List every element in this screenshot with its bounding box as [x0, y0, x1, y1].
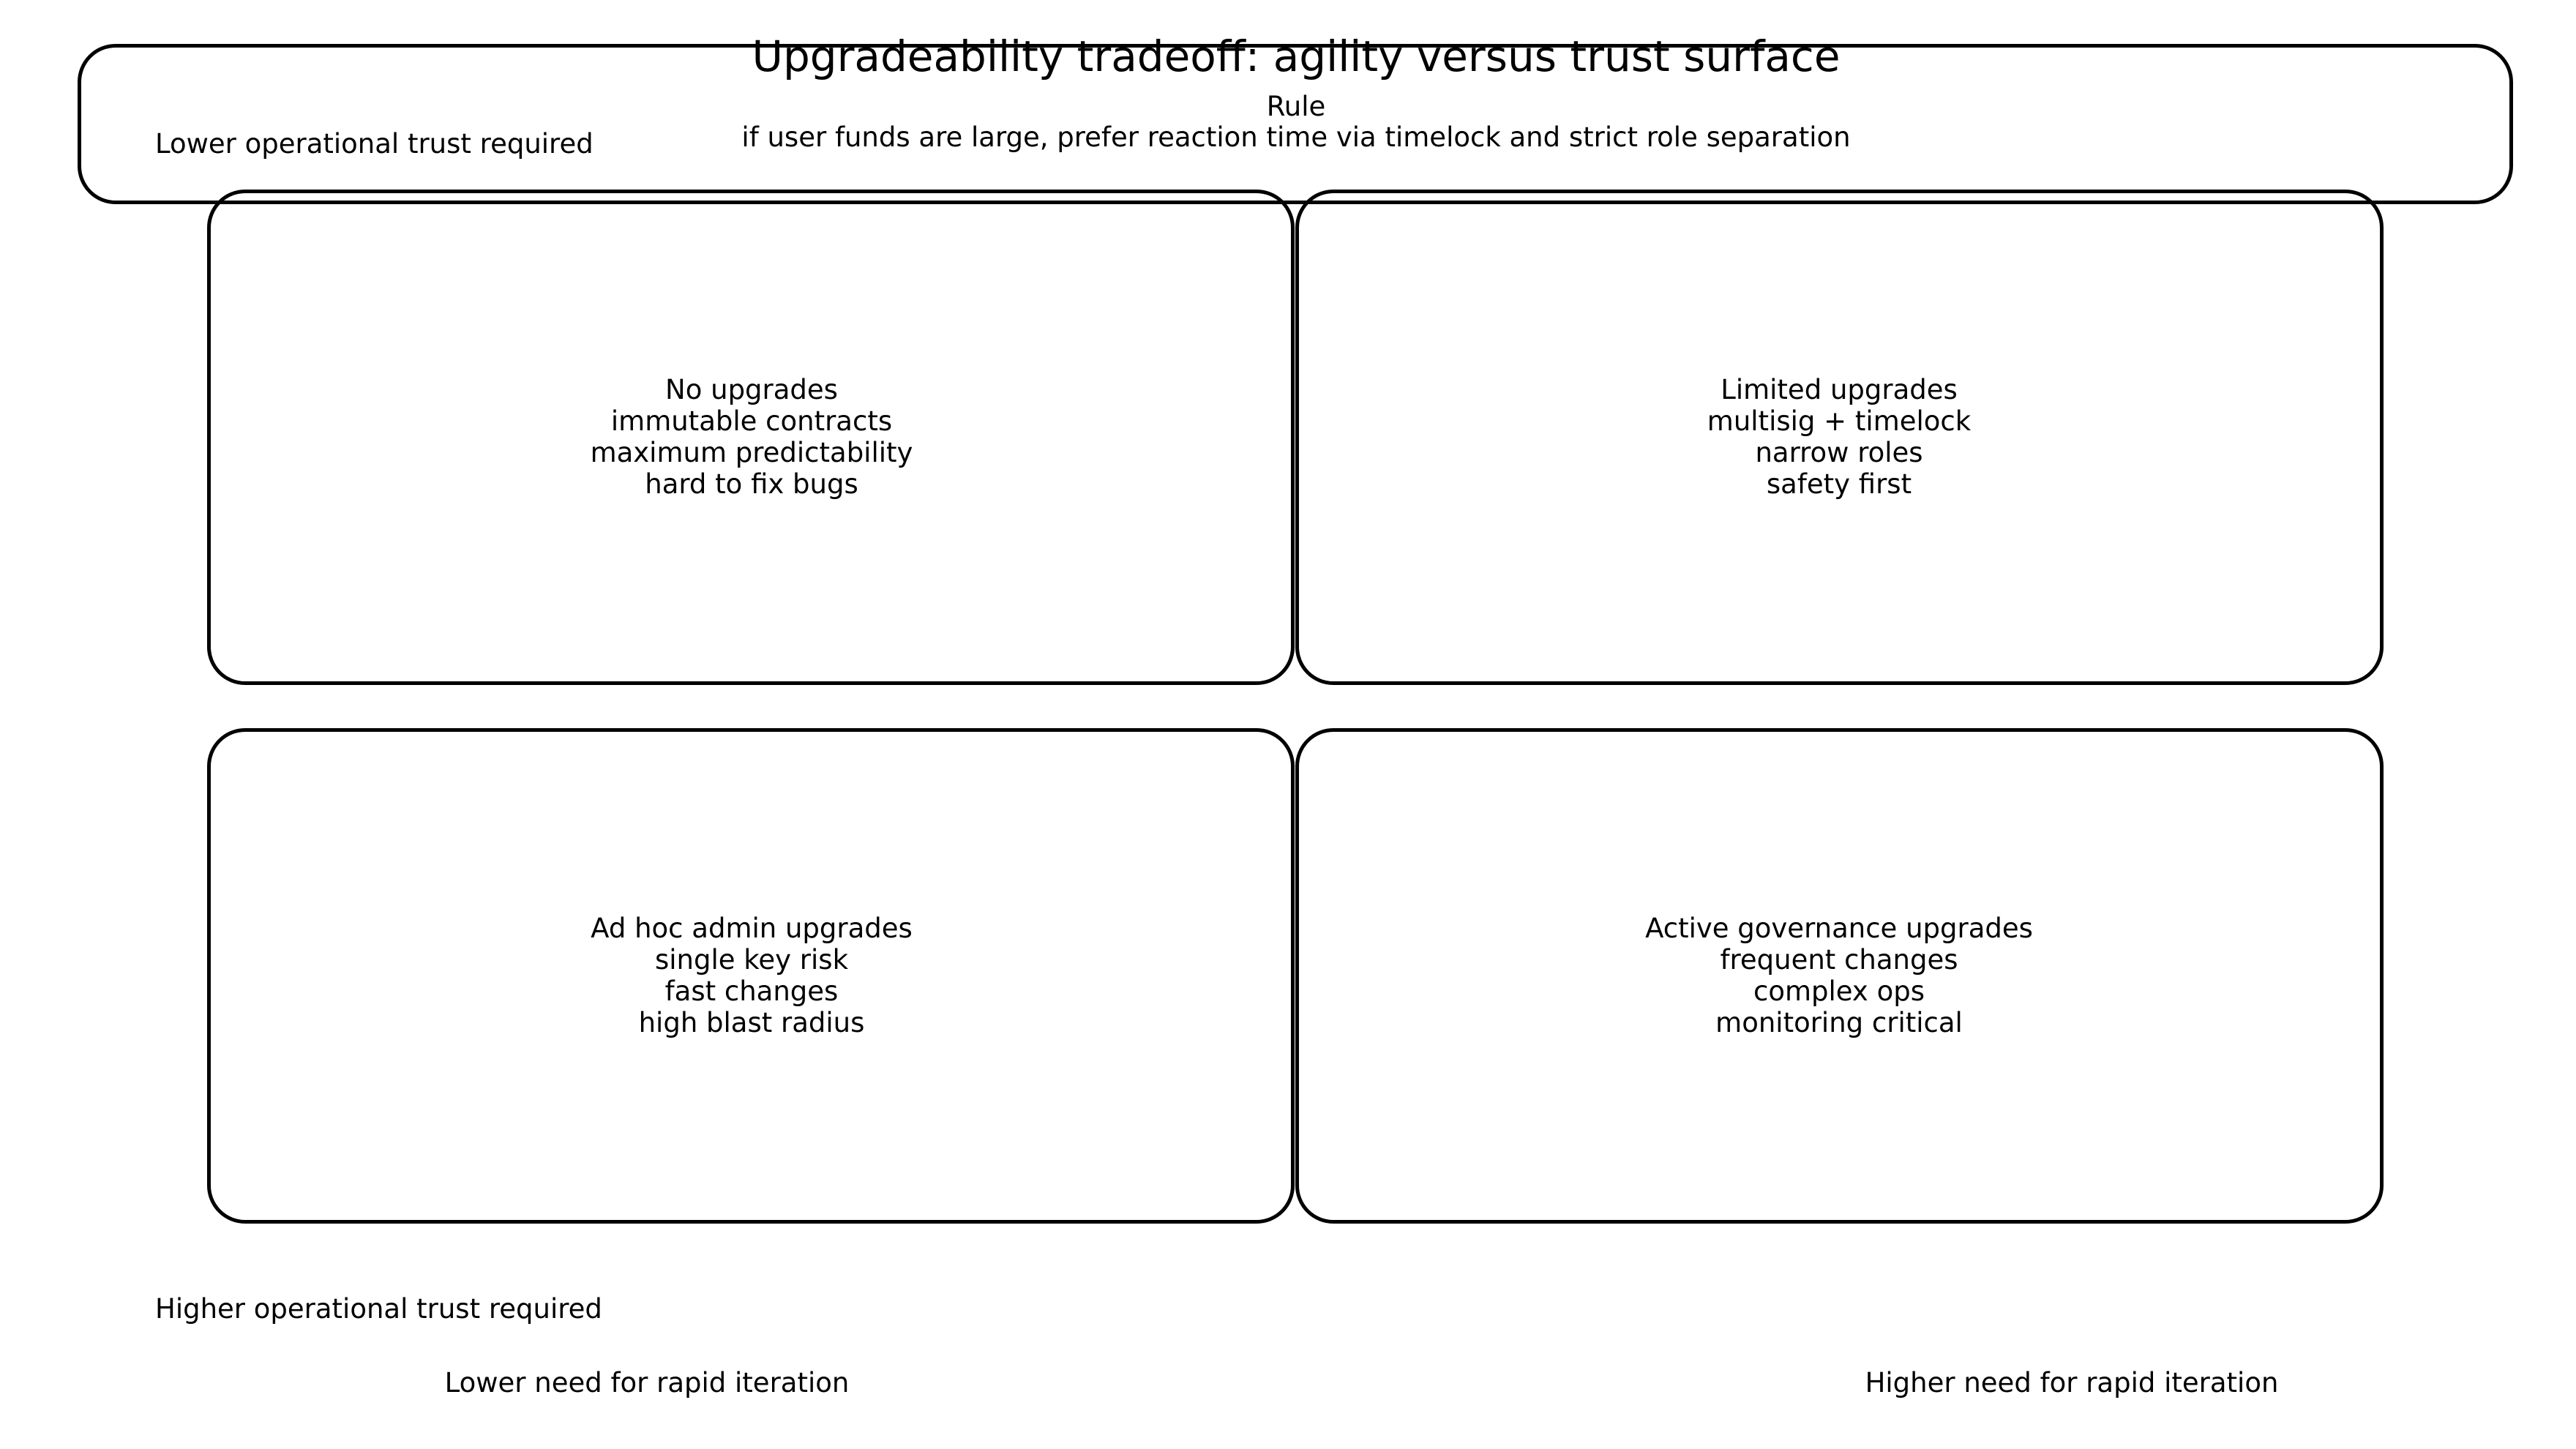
quadrant-line: narrow roles: [1755, 437, 1923, 468]
quadrant-line: fast changes: [664, 976, 839, 1007]
rule-text: if user funds are large, prefer reaction time via timelock and strict role separation: [741, 121, 1851, 153]
quadrant-line: frequent changes: [1720, 944, 1958, 976]
quadrant-line: No upgrades: [665, 374, 838, 405]
quadrant-line: immutable contracts: [610, 405, 893, 437]
quadrant-line: maximum predictability: [590, 437, 913, 468]
y-axis-top-label: Lower operational trust required: [155, 128, 594, 160]
quadrant-line: multisig + timelock: [1707, 405, 1972, 437]
quadrant-line: Ad hoc admin upgrades: [591, 913, 913, 944]
quadrant-line: Limited upgrades: [1721, 374, 1958, 405]
x-axis-right-label: Higher need for rapid iteration: [1865, 1367, 2279, 1399]
quadrant-bottom-right-text: [1645, 913, 2033, 1038]
diagram-title: Upgradeability tradeoff: agility versus trust surface: [752, 31, 1841, 81]
quadrant-top-left-text: [591, 374, 913, 500]
quadrant-line: complex ops: [1753, 976, 1925, 1007]
quadrant-line: hard to fix bugs: [645, 468, 858, 500]
quadrant-top-right-text: [1707, 374, 1971, 500]
quadrant-line: Active governance upgrades: [1645, 913, 2033, 944]
quadrant-line: single key risk: [654, 944, 849, 976]
rule-heading: Rule: [1266, 91, 1326, 122]
y-axis-bottom-label: Higher operational trust required: [155, 1293, 602, 1325]
quadrant-line: high blast radius: [638, 1007, 865, 1038]
quadrant-line: safety first: [1766, 468, 1912, 500]
quadrant-bottom-left-text: [591, 913, 913, 1038]
quadrant-line: monitoring critical: [1715, 1007, 1963, 1038]
x-axis-left-label: Lower need for rapid iteration: [444, 1367, 850, 1399]
